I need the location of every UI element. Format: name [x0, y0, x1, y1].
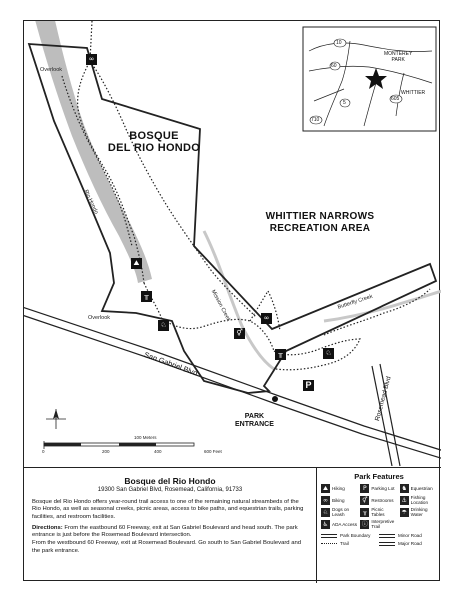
hiking-icon: ⛰	[131, 258, 142, 269]
line-legend-label: Minor Road	[398, 533, 422, 538]
park-features-legend	[316, 468, 441, 583]
overlook-south-label: Overlook	[88, 315, 111, 321]
inset-hwy-60: 60	[331, 63, 337, 69]
inset-hwy-10: 10	[336, 40, 342, 46]
biking-icon: ∞	[86, 54, 97, 65]
feature-item	[360, 495, 397, 505]
park-description: Bosque del Rio Hondo offers year-round trail access to one of the remaining natural streambeds of the Rio Hondo, as well as seasonal creeks, picnic areas, access to bike paths, and equestrian trails, parking facilities, and restroom facilities.	[32, 499, 304, 520]
inset-city-whittier: WHITTIER	[401, 90, 426, 96]
directions-label: Directions:	[32, 524, 63, 531]
feature-item	[360, 484, 397, 493]
fishing-icon: ⚓	[401, 496, 407, 504]
map-sheet	[23, 20, 440, 581]
inset-city-monterey-line1: MONTEREY	[384, 51, 413, 57]
feature-item	[400, 507, 437, 517]
dog-icon: ♘	[158, 320, 169, 331]
inset-hwy-710: 710	[311, 117, 320, 123]
area-line2: RECREATION AREA	[269, 223, 371, 234]
locator-inset	[303, 27, 436, 131]
rio-hondo-label: Rio Hondo	[82, 189, 99, 216]
feature-label: Parking Lot	[371, 486, 395, 491]
line-legend-item	[321, 533, 379, 538]
line-legend-item	[379, 541, 437, 546]
line-swatch	[379, 534, 395, 538]
parking-icon: P	[360, 484, 369, 493]
park-name-line2: DEL RIO HONDO	[107, 142, 201, 154]
dog-icon: ♘	[323, 348, 334, 359]
scale-meters-label: 100 Meters	[134, 435, 157, 440]
hiking-icon: ⛰	[322, 485, 329, 492]
scale-tick-600: 600 Feet	[204, 449, 222, 454]
line-legend-label: Trail	[340, 541, 349, 546]
park-info	[24, 468, 316, 583]
directions-1-text: From the eastbound 60 Freeway, exit at San Gabriel Boulevard and head south. The park entrance is just before the Rosemead Boulevard intersection.	[32, 524, 298, 539]
entrance-line2: ENTRANCE	[235, 421, 274, 428]
feature-item	[360, 519, 397, 529]
feature-label: Hiking	[332, 486, 345, 491]
scale-tick-400: 400	[154, 449, 162, 454]
picnic-icon: ╥	[360, 508, 369, 517]
park-address: 19300 San Gabriel Blvd, Rosemead, California, 91733	[97, 487, 243, 493]
picnic-icon: ╥	[141, 291, 152, 302]
water-icon: ☂	[401, 508, 407, 516]
feature-label: Biking	[332, 497, 345, 503]
inset-hwy-605: 605	[391, 96, 400, 102]
feature-label: Picnic Tables	[371, 507, 385, 517]
scale-tick-0: 0	[42, 449, 45, 454]
feature-item	[360, 507, 397, 517]
feature-label: Drinking Water	[410, 507, 428, 517]
feature-item	[321, 484, 358, 493]
park-name-line1: BOSQUE	[129, 130, 179, 142]
inset-hwy-5: 5	[343, 100, 346, 106]
san-gabriel-blvd-label: San Gabriel Blvd	[142, 350, 199, 378]
info-panel	[24, 467, 441, 583]
directions-2: From the westbound 60 Freeway, exit at Rosemead Boulevard. Go south to San Gabriel Boulevard and the park entrance.	[32, 540, 302, 554]
parking-marker: P	[303, 380, 314, 391]
feature-item	[321, 507, 358, 517]
inset-city-monterey-line2: PARK	[391, 57, 405, 63]
feature-label: Restrooms	[371, 497, 394, 503]
recreation-area-label	[250, 211, 390, 235]
line-legend-item	[379, 533, 437, 538]
feature-item	[400, 495, 437, 505]
feature-label: Interpretive Trail	[371, 519, 395, 529]
scale-bar	[44, 441, 194, 449]
biking-icon: ∞	[323, 496, 328, 504]
directions-1	[32, 525, 308, 540]
inset-city-monterey-park	[384, 51, 412, 63]
line-swatch	[379, 542, 395, 546]
feature-item	[321, 519, 358, 529]
equestrian-icon: ♞	[401, 485, 407, 492]
north-arrow	[46, 409, 66, 429]
park-map	[24, 21, 441, 466]
features-grid	[321, 484, 437, 529]
park-entrance-label	[235, 413, 274, 429]
feature-label: Fishing Location	[410, 495, 429, 505]
entrance-line1: PARK	[244, 413, 265, 420]
features-title: Park Features	[354, 472, 404, 481]
picnic-icon: ╥	[275, 349, 286, 360]
scale-tick-200: 200	[102, 449, 110, 454]
feature-item	[400, 484, 437, 493]
mission-creek-label: Mission Creek	[209, 289, 232, 323]
san-gabriel-blvd-edge-a	[24, 306, 441, 451]
line-swatch	[321, 534, 337, 538]
interpretive-icon: ⓘ	[361, 520, 368, 528]
area-line1: WHITTIER NARROWS	[265, 211, 375, 222]
entrance-point	[272, 396, 278, 402]
feature-label: Dogs on Leash	[332, 507, 350, 517]
ada-icon: ♿	[322, 520, 329, 528]
line-legend	[321, 533, 437, 546]
line-swatch	[321, 543, 337, 544]
feature-label: ADA Access	[332, 521, 358, 527]
feature-label: Equestrian	[410, 486, 433, 491]
line-legend-label: Major Road	[398, 541, 422, 546]
dog-icon: ♘	[322, 508, 329, 516]
restroom-icon: ⚥	[362, 496, 368, 504]
park-name-label	[99, 130, 209, 154]
rosemead-blvd-label: Rosemead Blvd	[374, 375, 393, 422]
park-title: Bosque del Rio Hondo	[124, 476, 216, 486]
biking-icon: ∞	[261, 313, 272, 324]
butterfly-creek-label: Butterfly Creek	[337, 293, 374, 311]
line-legend-label: Park Boundary	[340, 533, 371, 538]
san-gabriel-blvd-edge-b	[24, 314, 441, 459]
feature-item	[321, 495, 358, 505]
line-legend-item	[321, 541, 379, 546]
overlook-north-label: Overlook	[40, 67, 63, 73]
restroom-icon: ⚥	[234, 328, 245, 339]
